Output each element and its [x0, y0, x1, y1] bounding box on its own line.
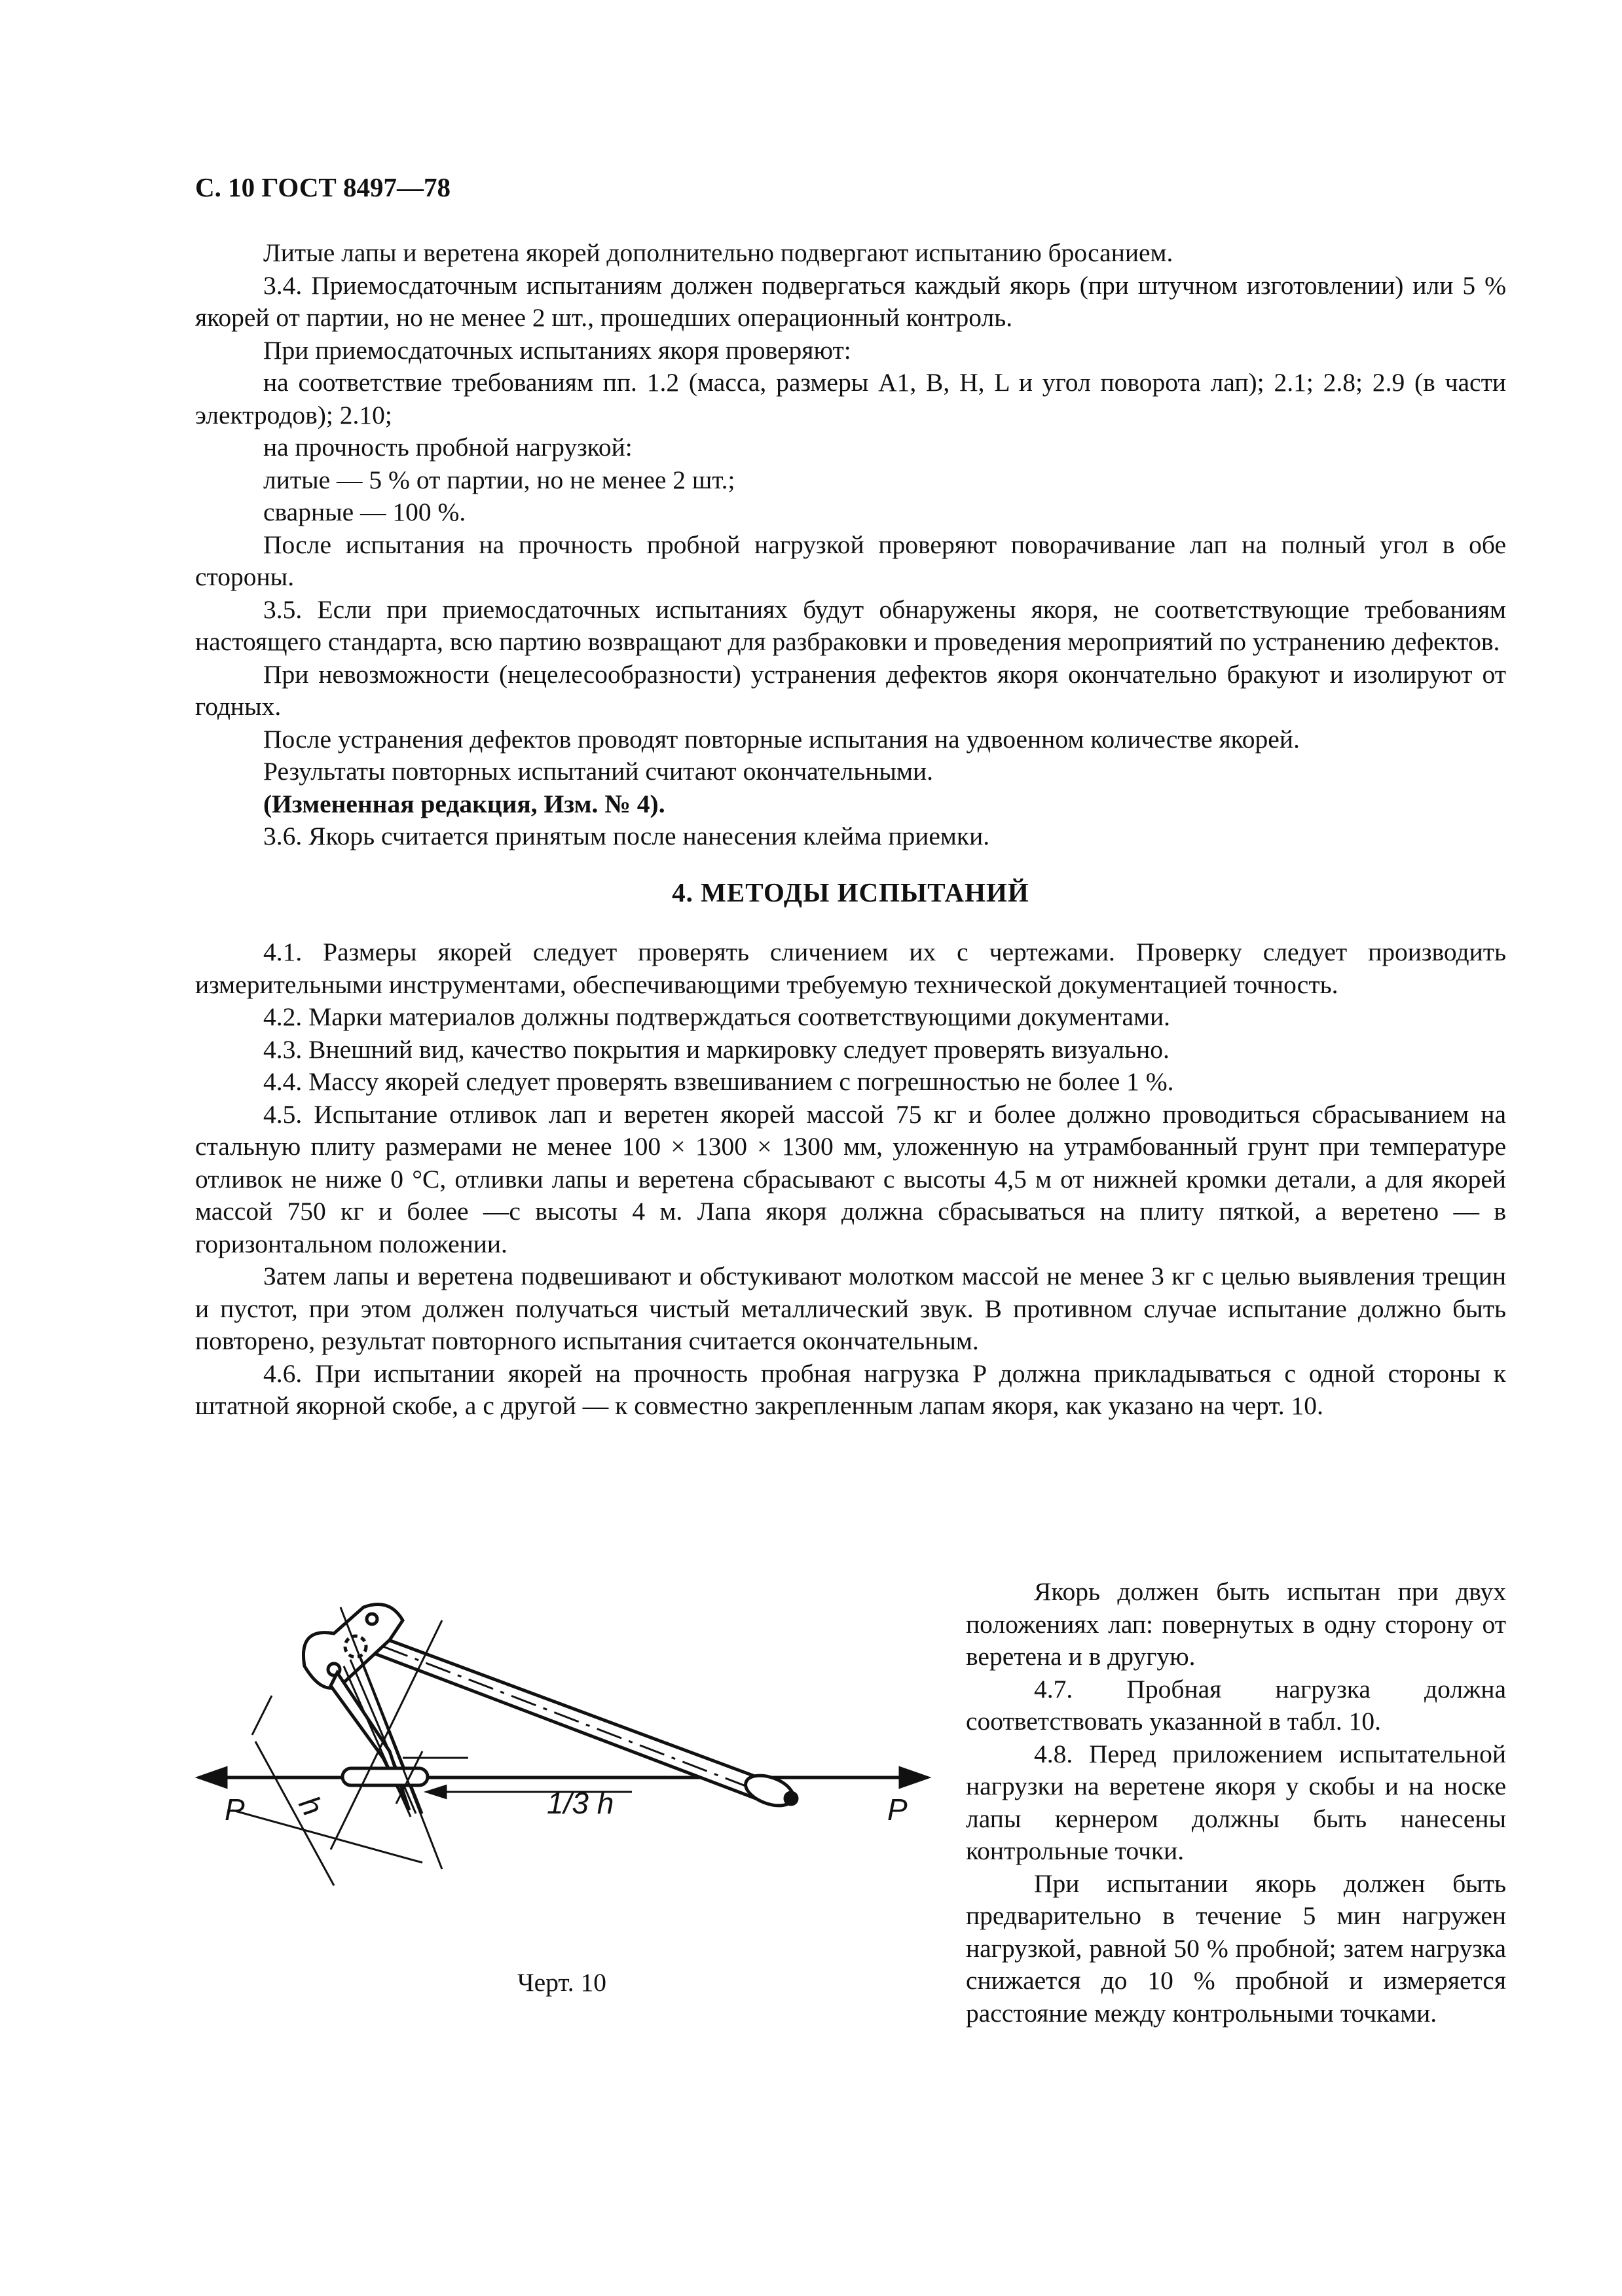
dimension-h [255, 1741, 334, 1886]
arrow-left-icon [200, 1768, 226, 1787]
paragraph-4-5: 4.5. Испытание отливок лап и веретен якорей массой 75 кг и более должно проводиться сбрасыванием на стальную плиту размерами не менее 100 × 1300 × 1300 мм, уложенную на утрамбованный грунт при температуре отливок не ниже 0 °С, отливки лапы и веретена сбрасывают с высоты 4,5 м от нижней кромки детали, а для якорей массой 750 кг и более —с высоты 4 м. Лапа якоря должна сбрасываться на плиту пяткой, а веретено — в горизонтальном положении. [195, 1099, 1506, 1258]
paragraph: При приемосдаточных испытаниях якоря проверяют: [263, 335, 851, 365]
label-third-h: 1/3 h [547, 1786, 614, 1820]
paragraph: При невозможности (нецелесообразности) устранения дефектов якоря окончательно бракуют и изолируют от годных. [195, 659, 1506, 721]
figure-caption: Черт. 10 [517, 1968, 606, 1997]
main-text [195, 237, 1506, 1423]
paragraph: литые — 5 % от партии, но не менее 2 шт.; [263, 465, 735, 494]
paragraph: Затем лапы и веретена подвешивают и обстукивают молотком массой не менее 3 кг с целью выявления трещин и пустот, при этом должен получаться чистый металлический звук. В противном случае испытание должно быть повторено, результат повторного испытания считается окончательным. [195, 1262, 1506, 1355]
paragraph: на прочность пробной нагрузкой: [263, 433, 633, 462]
paragraph-4-8: 4.8. Перед приложением испытательной нагрузки на веретене якоря у скобы и на носке лапы кернером должны быть нанесены контрольные точки. [966, 1739, 1506, 1865]
paragraph: сварные — 100 %. [263, 498, 466, 526]
paragraph-3-5: 3.5. Если при приемосдаточных испытаниях будут обнаружены якоря, не соответствующие требованиям настоящего стандарта, всю партию возвращают для разбраковки и проведения мероприятий по устранению дефектов. [195, 594, 1506, 656]
paragraph: Якорь должен быть испытан при двух положениях лап: повернутых в одну сторону от веретена и в другую. [966, 1577, 1506, 1671]
paragraph: Литые лапы и веретена якорей дополнительно подвергают испытанию бросанием. [263, 238, 1173, 267]
label-p-right: P [887, 1793, 908, 1827]
paragraph-3-6: 3.6. Якорь считается принятым после нанесения клейма приемки. [263, 822, 990, 850]
paragraph-4-4: 4.4. Массу якорей следует проверять взвешиванием с погрешностью не более 1 %. [263, 1067, 1174, 1096]
anchor-test-figure [193, 1588, 940, 1928]
paragraph: Результаты повторных испытаний считают окончательными. [263, 757, 933, 786]
section-title: 4. МЕТОДЫ ИСПЫТАНИЙ [672, 877, 1029, 907]
paragraph-4-6: 4.6. При испытании якорей на прочность пробная нагрузка P должна прикладываться с одной стороны к штатной якорной скобе, а с другой — к совместно закрепленным лапам якоря, как указано на черт. 10. [195, 1358, 1506, 1420]
paragraph: После испытания на прочность пробной нагрузкой проверяют поворачивание лап на полный угол в обе стороны. [195, 530, 1506, 591]
anchor-drawing [193, 1588, 940, 1928]
paragraph-4-3: 4.3. Внешний вид, качество покрытия и маркировку следует проверять визуально. [263, 1034, 1170, 1064]
paragraph: на соответствие требованиям пп. 1.2 (масса, размеры A1, B, H, L и угол поворота лап); 2.1; 2.8; 2.9 (в части электродов); 2.10; [195, 368, 1506, 429]
paragraph-4-1: 4.1. Размеры якорей следует проверять сличением их с чертежами. Проверку следует производить измерительными инструментами, обеспечивающими требуемую технической документацией точность. [195, 938, 1506, 999]
paragraph-3-4: 3.4. Приемосдаточным испытаниям должен подвергаться каждый якорь (при штучном изготовлении) или 5 % якорей от партии, но не менее 2 шт., прошедших операционный контроль. [195, 270, 1506, 332]
arrow-right-icon [900, 1768, 927, 1787]
label-h: h [292, 1790, 331, 1822]
paragraph-4-2: 4.2. Марки материалов должны подтверждаться соответствующими документами. [263, 1002, 1171, 1031]
paragraph: После устранения дефектов проводят повторные испытания на удвоенном количестве якорей. [263, 724, 1300, 754]
page-header: С. 10 ГОСТ 8497—78 [195, 172, 451, 202]
right-column-text [966, 1576, 1506, 2030]
paragraph: При испытании якорь должен быть предварительно в течение 5 мин нагружен нагрузкой, равной 50 % пробной; затем нагрузка снижается до 10 % пробной и измеряется расстояние между контрольными точками. [966, 1868, 1506, 2028]
label-p-left: P [225, 1793, 245, 1827]
fluke-clamp [342, 1768, 428, 1785]
paragraph-4-7: 4.7. Пробная нагрузка должна соответствовать указанной в табл. 10. [966, 1674, 1506, 1736]
amendment-note: (Измененная редакция, Изм. № 4). [263, 789, 665, 818]
